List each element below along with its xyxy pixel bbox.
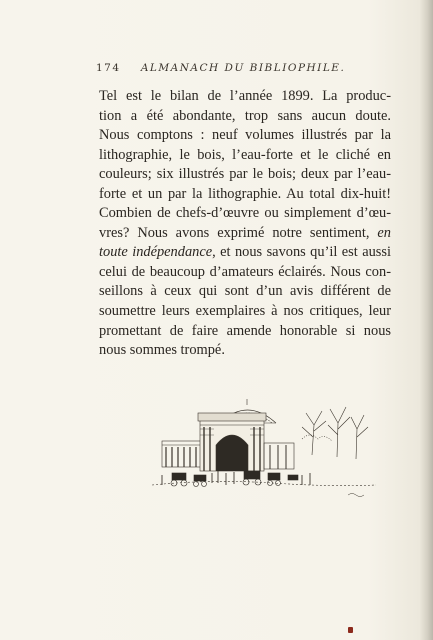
text-line: nous sommes trompé.: [99, 342, 225, 359]
text-line: promettant de faire amende honorable si nous: [99, 322, 391, 339]
italic-phrase: en: [377, 224, 391, 241]
text-line-mixed: [99, 224, 391, 244]
text-segment: vres? Nous avons exprimé notre sentiment,: [99, 224, 378, 241]
text-line: Nous comptons : neuf volumes illustrés par la: [99, 127, 391, 144]
text-line: Combien de chefs-d’œuvre ou simplement d’œu-: [99, 205, 391, 222]
text-line: soumettre leurs exemplaires à nos critiques, leur: [99, 303, 391, 320]
running-title: ALMANACH DU BIBLIOPHILE.: [140, 62, 346, 74]
text-line: couleurs; six illustrés par le bois; deux par l’eau-: [99, 166, 391, 183]
text-line-mixed: [99, 243, 391, 263]
body-paragraph: [99, 87, 391, 361]
text-segment: , et nous savons qu’il est aussi: [212, 244, 391, 261]
text-line: forte et un par la lithographie. Au total dix-huit!: [99, 185, 391, 202]
running-header: [96, 62, 396, 74]
page-number: 174: [96, 62, 121, 74]
text-line: tion a été abondante, trop sans aucun doute.: [99, 107, 391, 124]
text-line: celui de beaucoup d’amateurs éclairés. Nous con-: [99, 263, 391, 280]
page-mark: [348, 627, 353, 633]
triumphal-arch-engraving: [152, 395, 376, 515]
text-line: seillons à ceux qui sont d’un avis différent de: [99, 283, 391, 300]
text-line: lithographie, le bois, l’eau-forte et le cliché en: [99, 146, 391, 163]
italic-phrase: toute indépendance: [99, 244, 213, 261]
page-edge-shadow: [419, 0, 433, 640]
text-line: Tel est le bilan de l’année 1899. La produc-: [99, 88, 391, 104]
